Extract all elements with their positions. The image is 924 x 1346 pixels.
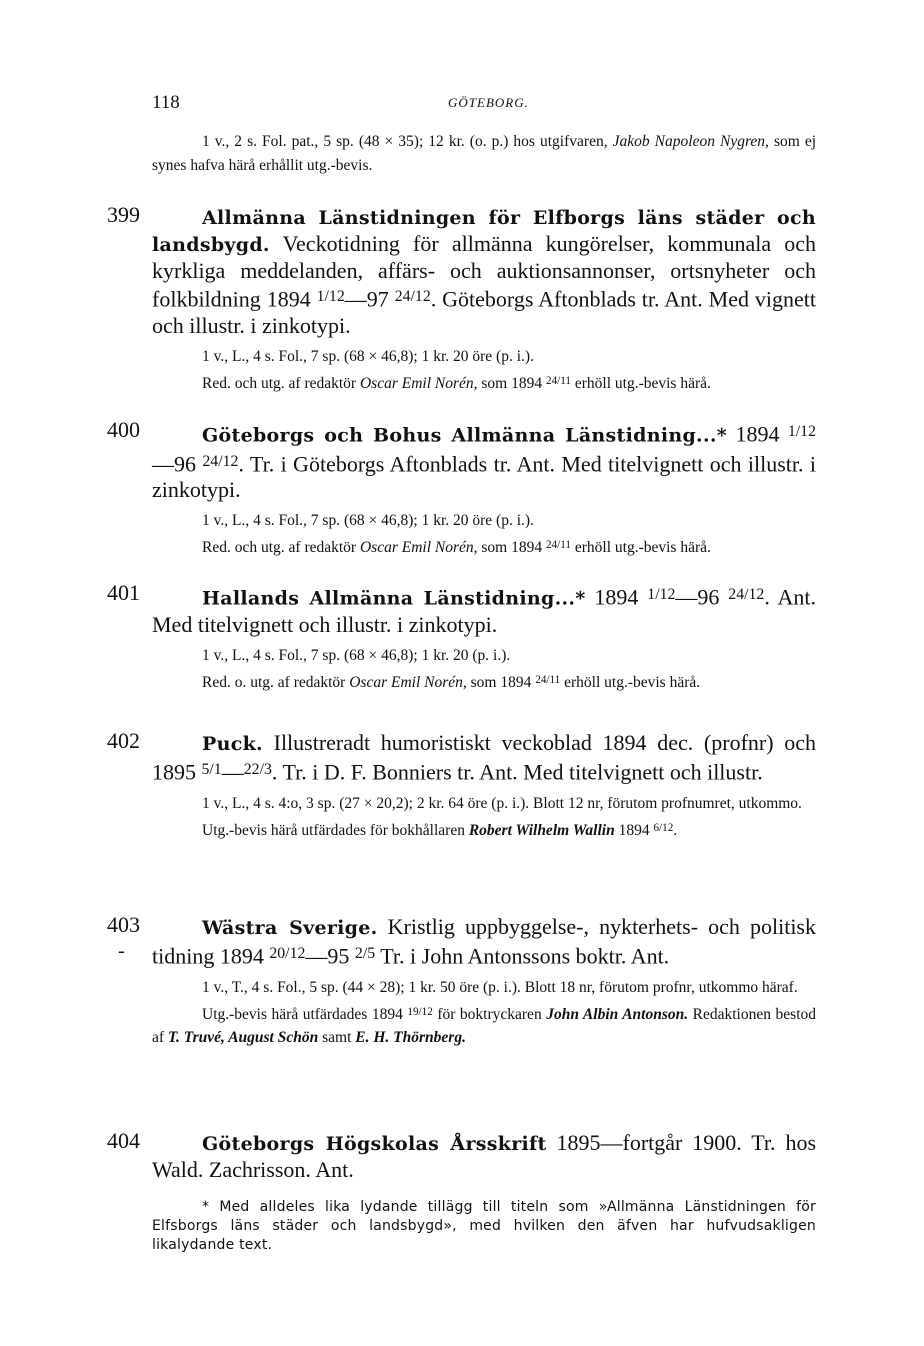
running-title: GÖTEBORG. bbox=[448, 95, 529, 110]
person-name: Robert Wilhelm Wallin bbox=[468, 821, 615, 839]
entry-title: Hallands Allmänna Länstidning...* bbox=[202, 587, 586, 610]
format-line: 1 v., L., 4 s. 4:o, 3 sp. (27 × 20,2); 2 kr. 64 öre (p. i.). Blott 12 nr, förutom profnumret, utkommo. bbox=[202, 794, 802, 812]
entry-number: 404 bbox=[107, 1128, 140, 1153]
entry-number: 400 bbox=[107, 417, 140, 442]
entry-title: Puck. bbox=[202, 733, 263, 755]
entry-number: 399 bbox=[107, 202, 140, 227]
entry-402: Puck. Illustreradt humoristiskt veckoblad 1894 dec. (profnr) och 1895 $^{5/1}$—$^{22/3}$. Tr. i D. F. Bonniers tr. Ant. Med titelvignett och illustr. 1 v., L., 4 s. 4:o, 3 sp. (27 × 20,2); 2 kr. 64 öre (p. i.). Blott 12 nr, förutom profnumret, utkommo. Utg.-bevis härå utfärdades för bokhållaren Robert Wilhelm Wallin 1894 $^{6/12}$. bbox=[152, 730, 816, 842]
entry-399: Allmänna Länstidningen för Elfborgs läns städer och landsbygd. Veckotidning för allmänna kungörelser, kommunala och kyrkliga meddelanden, affärs- och auktionsannonser, ortsnyheter och folkbildning 1894 $^{1/12}$—97 $^{24/12}$. Göteborgs Aftonblads tr. Ant. Med vignett och illustr. i zinkotypi. 1 v., L., 4 s. Fol., 7 sp. (68 × 46,8); 1 kr. 20 öre (p. i.). Red. och utg. af redaktör Oscar Emil Norén, som 1894 $^{24/11}$ erhöll utg.-bevis härå. bbox=[152, 204, 816, 395]
editor-line: Red. o. utg. af redaktör Oscar Emil Norén, som 1894 $^{24/11}$ erhöll utg.-bevis härå. bbox=[202, 673, 701, 691]
margin-mark: - bbox=[118, 940, 125, 962]
entry-number: 401 bbox=[107, 580, 140, 605]
entry-number: 403 bbox=[107, 912, 140, 937]
entry-404: Göteborgs Högskolas Årsskrift 1895—fortgår 1900. Tr. hos Wald. Zachrisson. Ant. bbox=[152, 1130, 816, 1182]
entry-400: Göteborgs och Bohus Allmänna Länstidning...* 1894 $^{1/12}$—96 $^{24/12}$. Tr. i Göteborgs Aftonblads tr. Ant. Med titelvignett och illustr. i zinkotypi. 1 v., L., 4 s. Fol., 7 sp. (68 × 46,8); 1 kr. 20 öre (p. i.). Red. och utg. af redaktör Oscar Emil Norén, som 1894 $^{24/11}$ erhöll utg.-bevis härå. bbox=[152, 419, 816, 560]
entry-403: Wästra Sverige. Kristlig uppbyggelse-, nykterhets- och politisk tidning 1894 $^{20/12}$—95 $^{2/5}$ Tr. i John Antonssons boktr. Ant. 1 v., T., 4 s. Fol., 5 sp. (44 × 28); 1 kr. 50 öre (p. i.). Blott 18 nr, förutom profnr, utkommo häraf. Utg.-bevis härå utfärdades 1894 $^{19/12}$ för boktryckaren John Albin Antonson. Redaktionen bestod af T. Truvé, August Schön samt E. H. Thörnberg. bbox=[152, 914, 816, 1050]
entry-title: Allmänna Länstidningen för Elfborgs läns städer och landsbygd. bbox=[152, 207, 816, 256]
editor-line: Red. och utg. af redaktör Oscar Emil Norén, som 1894 $^{24/11}$ erhöll utg.-bevis härå. bbox=[202, 374, 711, 392]
entry-title: Göteborgs och Bohus Allmänna Länstidning...* bbox=[202, 424, 728, 447]
publisher-line: Utg.-bevis härå utfärdades för bokhållaren Robert Wilhelm Wallin 1894 $^{6/12}$. bbox=[202, 821, 678, 839]
person-name: T. Truvé, August Schön bbox=[167, 1029, 319, 1047]
format-line: 1 v., L., 4 s. Fol., 7 sp. (68 × 46,8); 1 kr. 20 öre (p. i.). bbox=[202, 347, 534, 365]
entry-title: Wästra Sverige. bbox=[202, 917, 378, 939]
format-line: 1 v., L., 4 s. Fol., 7 sp. (68 × 46,8); 1 kr. 20 öre (p. i.). bbox=[202, 512, 534, 530]
continuation-paragraph: 1 v., 2 s. Fol. pat., 5 sp. (48 × 35); 12 kr. (o. p.) hos utgifvaren, Jakob Napoleon Nygren, som ej synes hafva härå erhållit utg.-bevis. bbox=[152, 133, 817, 174]
publisher-line: Utg.-bevis härå utfärdades 1894 $^{19/12}$ för boktryckaren John Albin Antonson. Redaktionen bestod af T. Truvé, August Schön samt E. H. Thörnberg. bbox=[152, 1005, 816, 1047]
editor-line: Red. och utg. af redaktör Oscar Emil Norén, som 1894 $^{24/11}$ erhöll utg.-bevis härå. bbox=[202, 538, 711, 556]
entry-number: 402 bbox=[107, 728, 140, 753]
entry-title: Göteborgs Högskolas Årsskrift bbox=[202, 1133, 547, 1155]
footnote: * Med alldeles lika lydande tillägg till titeln som »Allmänna Länstidningen för Elfsborgs läns städer och landsbygd», med hvilken den äfven har hufvudsakligen likalydande text. bbox=[152, 1199, 816, 1253]
page-number: 118 bbox=[152, 92, 180, 113]
person-name: Oscar Emil Norén, bbox=[349, 673, 467, 691]
format-line: 1 v., T., 4 s. Fol., 5 sp. (44 × 28); 1 kr. 50 öre (p. i.). Blott 18 nr, förutom profnr, utkommo häraf. bbox=[202, 978, 798, 996]
person-name: Oscar Emil Norén, bbox=[359, 374, 478, 392]
person-name: Oscar Emil Norén, bbox=[359, 538, 478, 556]
person-name: Jakob Napoleon Nygren, bbox=[612, 133, 769, 150]
person-name: John Albin Antonson. bbox=[546, 1005, 689, 1023]
entry-401: Hallands Allmänna Länstidning...* 1894 $^{1/12}$—96 $^{24/12}$. Ant. Med titelvignett och illustr. i zinkotypi. 1 v., L., 4 s. Fol., 7 sp. (68 × 46,8); 1 kr. 20 (p. i.). Red. o. utg. af redaktör Oscar Emil Norén, som 1894 $^{24/11}$ erhöll utg.-bevis härå. bbox=[152, 582, 816, 694]
format-line: 1 v., L., 4 s. Fol., 7 sp. (68 × 46,8); 1 kr. 20 (p. i.). bbox=[202, 646, 511, 664]
person-name: E. H. Thörnberg. bbox=[355, 1029, 466, 1047]
